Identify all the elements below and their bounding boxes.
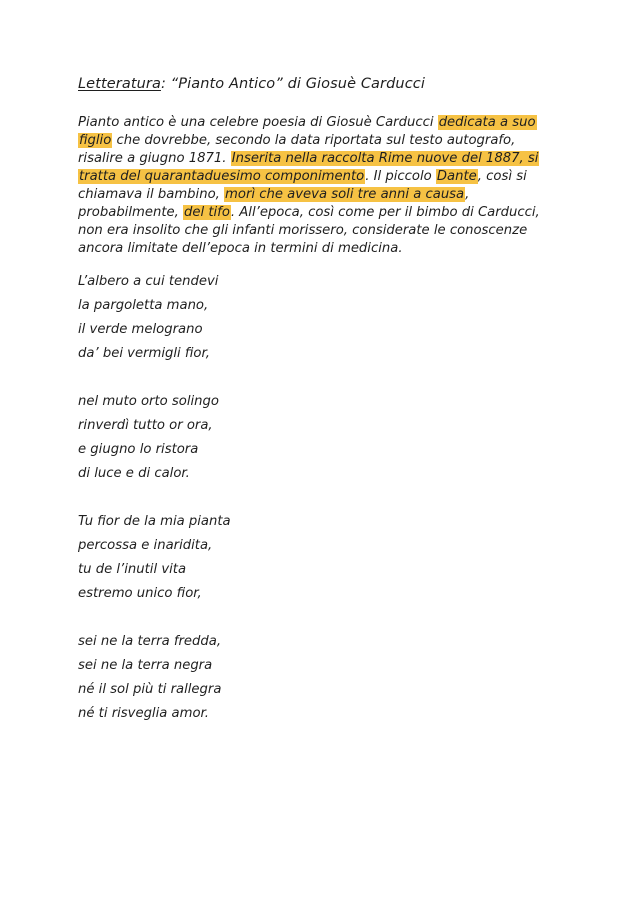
verse: sei ne la terra fredda, bbox=[78, 634, 222, 649]
stanza bbox=[78, 632, 231, 728]
verse: nel muto orto solingo bbox=[78, 394, 219, 409]
intro-line: non era insolito che gli infanti morissero, considerate le conoscenze bbox=[78, 223, 528, 238]
intro-paragraph bbox=[78, 114, 558, 258]
verse: la pargoletta mano, bbox=[78, 298, 209, 313]
verse: rinverdì tutto or ora, bbox=[78, 418, 213, 433]
intro-text: probabilmente, bbox=[78, 205, 183, 220]
verse: Tu fior de la mia pianta bbox=[78, 514, 231, 529]
highlight: Dante bbox=[436, 169, 477, 184]
verse: estremo unico fior, bbox=[78, 586, 202, 601]
verse: né ti risveglia amor. bbox=[78, 706, 209, 721]
verse: tu de l’inutil vita bbox=[78, 562, 187, 577]
verse: sei ne la terra negra bbox=[78, 658, 213, 673]
highlight: morì che aveva soli tre anni a causa bbox=[225, 187, 465, 202]
intro-text: , bbox=[465, 187, 470, 202]
intro-line bbox=[78, 186, 558, 204]
highlight: dedicata a suo bbox=[438, 115, 536, 130]
poem bbox=[78, 272, 231, 752]
highlight: tratta del quarantaduesimo componimento bbox=[79, 169, 365, 184]
stanza bbox=[78, 272, 231, 368]
intro-line bbox=[78, 204, 558, 222]
intro-text: , così si bbox=[477, 169, 527, 184]
highlight: Inserita nella raccolta Rime nuove del 1887, si bbox=[231, 151, 539, 166]
intro-text: risalire a giugno 1871. bbox=[78, 151, 231, 166]
intro-text: chiamava il bambino, bbox=[78, 187, 225, 202]
page-title bbox=[78, 76, 425, 92]
intro-line bbox=[78, 150, 558, 168]
verse: e giugno lo ristora bbox=[78, 442, 199, 457]
verse: L’albero a cui tendevi bbox=[78, 274, 219, 289]
stanza bbox=[78, 392, 231, 488]
stanza bbox=[78, 512, 231, 608]
intro-line: ancora limitate dell’epoca in termini di medicina. bbox=[78, 241, 403, 256]
highlight: del tifo bbox=[184, 205, 230, 220]
verse: percossa e inaridita, bbox=[78, 538, 213, 553]
verse: il verde melograno bbox=[78, 322, 203, 337]
intro-line bbox=[78, 168, 558, 186]
title-text: : “Pianto Antico” di Giosuè Carducci bbox=[160, 76, 425, 92]
verse: né il sol più ti rallegra bbox=[78, 682, 222, 697]
intro-text: . Il piccolo bbox=[365, 169, 436, 184]
verse: di luce e di calor. bbox=[78, 466, 190, 481]
intro-text: che dovrebbe, secondo la data riportata sul testo autografo, bbox=[112, 133, 516, 148]
intro-text: Pianto antico è una celebre poesia di Giosuè Carducci bbox=[78, 115, 438, 130]
intro-line bbox=[78, 132, 558, 150]
highlight: figlio bbox=[79, 133, 112, 148]
verse: da’ bei vermigli fior, bbox=[78, 346, 210, 361]
intro-text: . All’epoca, così come per il bimbo di Carducci, bbox=[230, 205, 540, 220]
intro-line bbox=[78, 114, 558, 132]
title-subject: Letteratura bbox=[78, 76, 161, 92]
